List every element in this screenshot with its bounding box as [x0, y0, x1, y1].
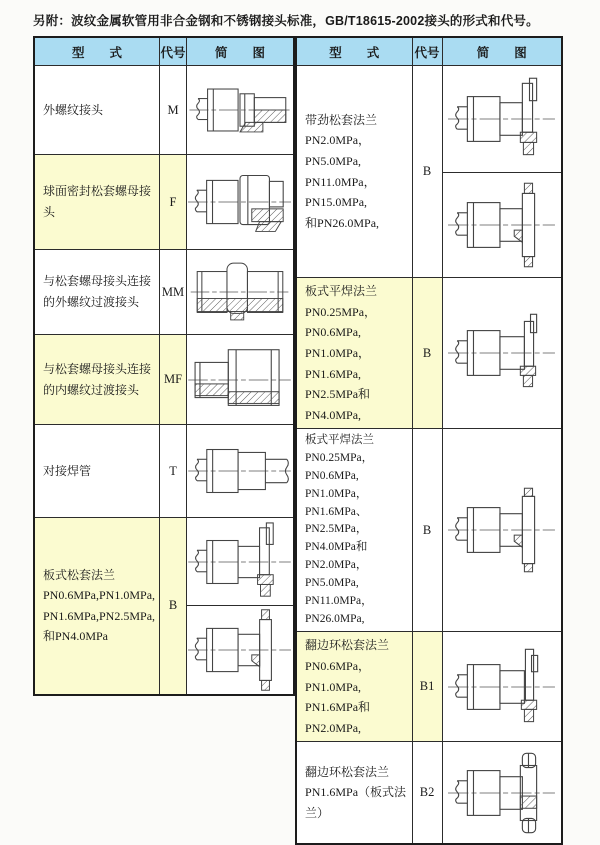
diagram-cell — [187, 606, 295, 695]
male-female-adapter-icon — [187, 338, 293, 422]
male-male-adapter-icon — [187, 252, 293, 332]
diagram-cell — [442, 742, 562, 844]
diagram-cell — [442, 632, 562, 742]
table-row — [34, 425, 294, 518]
left-header-type: 型 式 — [34, 37, 160, 66]
right-fitting-table — [295, 36, 563, 845]
type-cell: 带劲松套法兰 PN2.0MPa，PN5.0MPa, PN11.0MPa，PN15.0MPa, 和PN26.0MPa, — [296, 66, 412, 278]
diagram-cell — [442, 173, 562, 278]
code-cell: MF — [160, 335, 187, 425]
diagram-cell — [187, 66, 295, 155]
diagram-cell — [187, 518, 295, 606]
right-header-type: 型 式 — [296, 37, 412, 66]
flanged-ring-loose-flange-icon — [447, 643, 557, 731]
flat-weld-plate-flange-icon — [447, 305, 557, 401]
type-cell: 与松套螺母接头连接的内螺纹过渡接头 — [34, 335, 160, 425]
plate-loose-flange-centered-icon — [187, 607, 293, 693]
fitting-tables — [33, 36, 600, 845]
diagram-cell — [442, 66, 562, 173]
right-header-code: 代号 — [412, 37, 442, 66]
right-header-diagram: 简 图 — [442, 37, 562, 66]
flanged-ring-plate-flange-icon — [447, 744, 557, 842]
type-cell: 球面密封松套螺母接头 — [34, 155, 160, 250]
diagram-cell — [187, 335, 295, 425]
left-header-row — [34, 37, 294, 66]
type-cell: 外螺纹接头 — [34, 66, 160, 155]
type-cell: 板式平焊法兰 PN0.25MPa，PN0.6MPa, PN1.0MPa，PN1.6MPa、 PN2.5MPa，PN4.0MPa和 PN2.0MPa，PN5.0MPa, PN11.0MPa，PN26.0MPa, — [296, 429, 412, 632]
left-header-code: 代号 — [160, 37, 187, 66]
spherical-seal-loose-nut-fitting-icon — [187, 159, 293, 245]
table-row — [34, 335, 294, 425]
table-row — [34, 66, 294, 155]
diagram-cell — [442, 278, 562, 429]
code-cell: B1 — [412, 632, 442, 742]
type-cell: 板式松套法兰 PN0.6MPa,PN1.0MPa, PN1.6MPa,PN2.5MPa, 和PN4.0MPa — [34, 518, 160, 695]
diagram-cell — [187, 155, 295, 250]
table-row — [34, 518, 294, 606]
necked-loose-flange-upper-icon — [447, 70, 557, 168]
type-cell: 翻边环松套法兰 PN1.6MPa（板式法兰） — [296, 742, 412, 844]
left-fitting-table — [33, 36, 295, 696]
necked-loose-flange-centered-icon — [447, 176, 557, 274]
table-row — [296, 278, 562, 429]
diagram-cell — [187, 425, 295, 518]
type-cell: 对接焊管 — [34, 425, 160, 518]
table-row — [296, 66, 562, 173]
right-header-row — [296, 37, 562, 66]
table-row — [34, 155, 294, 250]
code-cell: B2 — [412, 742, 442, 844]
code-cell: B — [412, 66, 442, 278]
flat-weld-plate-flange-centered-icon — [447, 477, 557, 583]
code-cell: F — [160, 155, 187, 250]
type-cell: 翻边环松套法兰 PN0.6MPa，PN1.0MPa, PN1.6MPa和PN2.0MPa, — [296, 632, 412, 742]
diagram-cell — [442, 429, 562, 632]
code-cell: B — [412, 429, 442, 632]
diagram-cell — [187, 250, 295, 335]
code-cell: MM — [160, 250, 187, 335]
table-row — [296, 742, 562, 844]
male-thread-fitting-icon — [187, 69, 293, 151]
plate-loose-flange-upper-icon — [187, 520, 293, 604]
table-row — [296, 429, 562, 632]
code-cell: M — [160, 66, 187, 155]
page-title: 另附：波纹金属软管用非合金钢和不锈钢接头标准，GB/T18615-2002接头的形式和代号。 — [33, 14, 539, 28]
code-cell: B — [160, 518, 187, 695]
code-cell: T — [160, 425, 187, 518]
butt-weld-pipe-icon — [187, 429, 293, 513]
table-row — [296, 632, 562, 742]
type-cell: 板式平焊法兰 PN0.25MPa，PN0.6MPa, PN1.0MPa，PN1.6MPa, PN2.5MPa和PN4.0MPa, — [296, 278, 412, 429]
type-cell: 与松套螺母接头连接的外螺纹过渡接头 — [34, 250, 160, 335]
code-cell: B — [412, 278, 442, 429]
table-row — [34, 250, 294, 335]
left-header-diagram: 简 图 — [187, 37, 295, 66]
